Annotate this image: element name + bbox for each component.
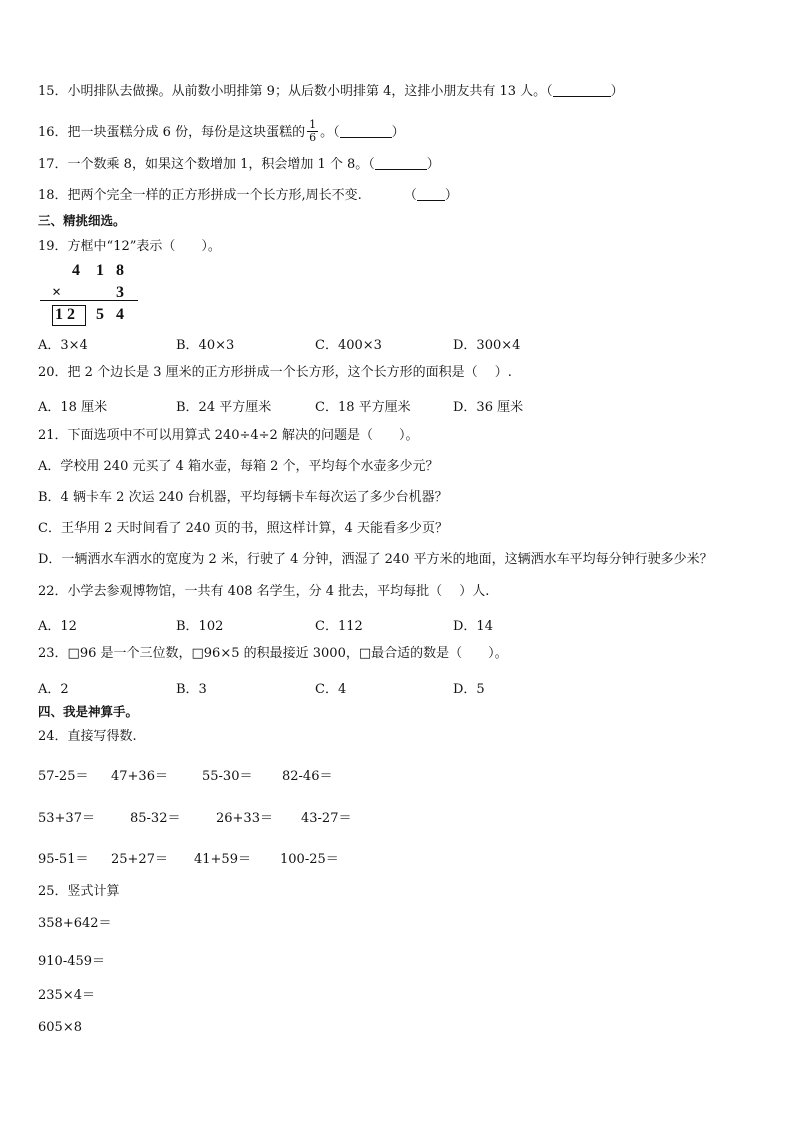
question-23: 23．□96 是一个三位数，□96×5 的积最接近 3000，□最合适的数是（ ）。 [38,646,508,661]
question-15: 15．小明排队去做操。从前数小明排第 9；从后数小明排第 4，这排小朋友共有 13 人。（ ） [38,84,624,99]
option-b[interactable]: B．24 平方厘米 [176,400,272,415]
answer-blank[interactable] [553,84,611,97]
question-24: 24．直接写得数. [38,729,137,744]
mental-math-item: 47+36＝ [111,769,168,784]
question-15-text: 15．小明排队去做操。从前数小明排第 9；从后数小明排第 4，这排小朋友共有 13 人。（ [38,84,553,99]
option-d[interactable]: D．一辆洒水车洒水的宽度为 2 米，行驶了 4 分钟，洒湿了 240 平方米的地面，这辆洒水车平均每分钟行驶多少米？ [38,552,713,567]
question-16: 16．把一块蛋糕分成 6 份，每份是这块蛋糕的 $\frac{1}{6}$ 。（ ） [38,118,405,144]
question-25: 25．竖式计算 [38,884,120,899]
option-c[interactable]: C．王华用 2 天时间看了 240 页的书，照这样计算，4 天能看多少页？ [38,521,448,536]
option-a[interactable]: A．3×4 [38,338,88,353]
mental-math-item: 43-27＝ [301,811,352,826]
vertical-calc-item: 910-459＝ [38,954,106,969]
mental-math-item: 26+33＝ [216,811,273,826]
mental-math-item: 53+37＝ [38,811,95,826]
mental-math-item: 82-46＝ [282,769,333,784]
option-c[interactable]: C．400×3 [315,338,382,353]
option-b[interactable]: B．102 [176,619,224,634]
vertical-calc-item: 605×8 [38,1020,82,1035]
mental-math-item: 85-32＝ [130,811,181,826]
vertical-calc-item: 235×4＝ [38,988,95,1003]
option-b[interactable]: B．3 [176,682,207,697]
product-rule [40,300,138,301]
question-22: 22．小学去参观博物馆，一共有 408 名学生，分 4 批去，平均每批（ ）人. [38,584,490,599]
question-20: 20．把 2 个边长是 3 厘米的正方形拼成一个长方形，这个长方形的面积是（ ）. [38,365,512,380]
question-18: 18．把两个完全一样的正方形拼成一个长方形,周长不变. （ ） [38,188,458,203]
answer-blank[interactable] [417,188,445,201]
question-19: 19．方框中“12”表示（ ）。 [38,239,221,254]
option-d[interactable]: D．5 [453,682,485,697]
mental-math-item: 57-25＝ [38,769,89,784]
answer-blank[interactable] [375,157,427,170]
question-21: 21．下面选项中不可以用算式 240÷4÷2 解决的问题是（ ）。 [38,428,419,443]
option-d[interactable]: D．36 厘米 [453,400,524,415]
mental-math-item: 41+59＝ [194,852,251,867]
section-heading-4: 四、我是神算手。 [38,704,139,719]
times-sign: × [52,284,62,301]
option-a[interactable]: A．12 [38,619,77,634]
answer-blank[interactable] [340,125,392,138]
question-17: 17．一个数乘 8，如果这个数增加 1，积会增加 1 个 8。（ ） [38,157,440,172]
option-a[interactable]: A．18 厘米 [38,400,108,415]
option-d[interactable]: D．300×4 [453,338,521,353]
option-a[interactable]: A．学校用 240 元买了 4 箱水壶，每箱 2 个，平均每个水壶多少元？ [38,459,439,474]
section-heading-3: 三、精挑细选。 [38,213,126,228]
vertical-calc-item: 358+642＝ [38,916,112,931]
option-b[interactable]: B．40×3 [176,338,235,353]
option-d[interactable]: D．14 [453,619,493,634]
option-a[interactable]: A．2 [38,682,69,697]
option-c[interactable]: C．18 平方厘米 [315,400,411,415]
fraction: $\frac{1}{6}$ [309,118,317,144]
option-c[interactable]: C．112 [315,619,363,634]
option-b[interactable]: B．4 辆卡车 2 次运 240 台机器，平均每辆卡车每次运了多少台机器？ [38,490,448,505]
mental-math-item: 95-51＝ [38,852,89,867]
option-c[interactable]: C．4 [315,682,347,697]
multiplication-layout: 4 1 8 × 3 1 2 5 4 [38,262,148,330]
mental-math-item: 55-30＝ [202,769,253,784]
mental-math-item: 100-25＝ [280,852,339,867]
mental-math-item: 25+27＝ [111,852,168,867]
